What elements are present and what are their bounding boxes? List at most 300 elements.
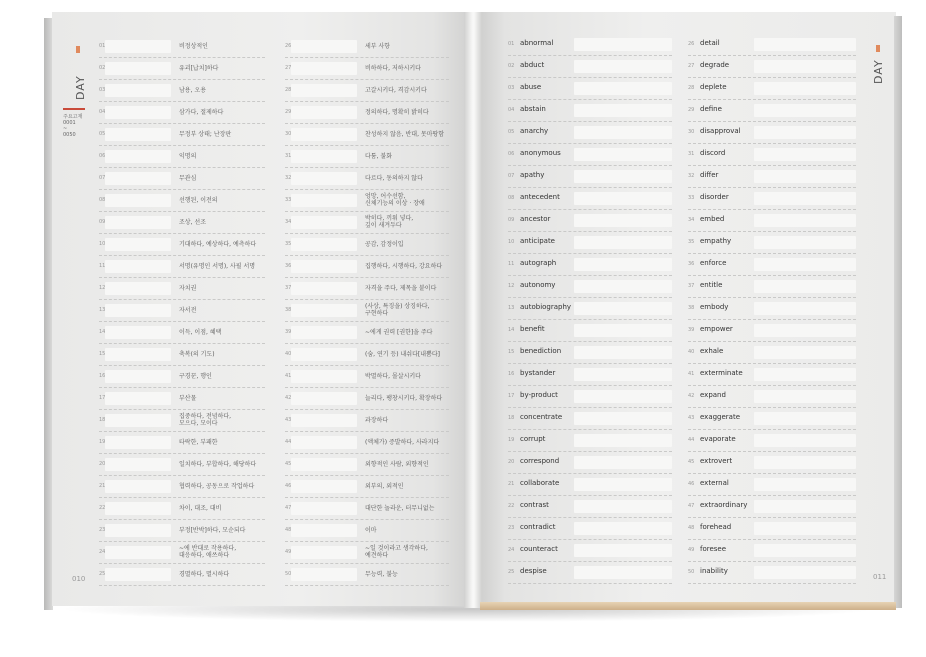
korean-meaning	[179, 439, 218, 446]
english-word: empower	[700, 325, 733, 333]
list-item	[285, 234, 449, 256]
english-word: degrade	[700, 61, 730, 69]
entry-number: 35	[285, 241, 292, 247]
entry-number: 29	[285, 109, 292, 115]
korean-meaning	[365, 241, 404, 248]
answer-blank	[291, 172, 357, 185]
left-column-2	[285, 36, 449, 586]
answer-blank	[574, 170, 672, 183]
korean-meaning	[179, 461, 256, 468]
entry-number: 02	[99, 65, 106, 71]
meaning-line: 부산물	[179, 395, 197, 402]
english-word: deplete	[700, 83, 727, 91]
list-item	[688, 166, 856, 188]
answer-blank	[574, 214, 672, 227]
list-item	[285, 322, 449, 344]
entry-number: 32	[688, 173, 695, 179]
answer-blank	[754, 60, 856, 73]
list-item	[508, 34, 672, 56]
list-item	[285, 36, 449, 58]
entry-number: 41	[285, 373, 292, 379]
entry-number: 04	[508, 107, 515, 113]
list-item	[99, 542, 265, 564]
entry-number: 12	[99, 285, 106, 291]
meaning-line: 익명의	[179, 153, 197, 160]
meaning-line: 선행된, 이전의	[179, 197, 218, 204]
list-item	[508, 166, 672, 188]
entry-number: 40	[285, 351, 292, 357]
entry-number: 38	[285, 307, 292, 313]
english-word: embed	[700, 215, 725, 223]
english-word: abnormal	[520, 39, 554, 47]
meaning-line: 남용, 오용	[179, 87, 206, 94]
entry-number: 08	[508, 195, 515, 201]
answer-blank	[105, 326, 171, 339]
korean-meaning	[179, 571, 229, 578]
korean-meaning	[365, 505, 434, 512]
english-word: autonomy	[520, 281, 556, 289]
answer-blank	[291, 84, 357, 97]
dashed-rule	[285, 585, 449, 586]
list-item	[99, 80, 265, 102]
list-item	[99, 212, 265, 234]
list-item	[508, 452, 672, 474]
entry-number: 36	[285, 263, 292, 269]
meaning-line: 외부의, 외적인	[365, 483, 404, 490]
english-word: benediction	[520, 347, 562, 355]
answer-blank	[754, 82, 856, 95]
list-item	[99, 388, 265, 410]
english-word: correspond	[520, 457, 560, 465]
meaning-line: 고갈시키다, 격감시키다	[365, 87, 427, 94]
entry-number: 24	[99, 549, 106, 555]
list-item	[99, 124, 265, 146]
answer-blank	[574, 38, 672, 51]
answer-blank	[574, 236, 672, 249]
korean-meaning	[179, 373, 212, 380]
entry-number: 33	[285, 197, 292, 203]
entry-number: 17	[99, 395, 106, 401]
right-side-tab	[866, 16, 890, 586]
answer-blank	[754, 192, 856, 205]
list-item	[508, 518, 672, 540]
entry-number: 04	[99, 109, 106, 115]
answer-blank	[574, 566, 672, 579]
korean-meaning	[365, 131, 444, 138]
entry-number: 50	[285, 571, 292, 577]
answer-blank	[291, 568, 357, 581]
list-item	[99, 146, 265, 168]
list-item	[688, 122, 856, 144]
english-word: benefit	[520, 325, 545, 333]
list-item	[508, 364, 672, 386]
answer-blank	[291, 238, 357, 251]
answer-blank	[754, 324, 856, 337]
entry-number: 27	[688, 63, 695, 69]
answer-blank	[754, 346, 856, 359]
list-item	[285, 102, 449, 124]
dashed-rule	[99, 585, 265, 586]
entry-number: 19	[99, 439, 106, 445]
answer-blank	[105, 260, 171, 273]
entry-number: 34	[688, 217, 695, 223]
english-word: contrast	[520, 501, 549, 509]
korean-meaning	[365, 329, 433, 336]
answer-blank	[105, 62, 171, 75]
answer-blank	[574, 148, 672, 161]
entry-number: 40	[688, 349, 695, 355]
right-column-2	[688, 34, 856, 584]
meaning-line: 무정부 상태; 난장판	[179, 131, 232, 138]
meaning-line: 타락한, 부패한	[179, 439, 218, 446]
korean-meaning	[365, 527, 377, 534]
list-item	[508, 562, 672, 584]
entry-number: 12	[508, 283, 515, 289]
entry-number: 44	[688, 437, 695, 443]
meaning-line: 자서전	[179, 307, 197, 314]
english-word: bystander	[520, 369, 556, 377]
meaning-line: 무능력, 불능	[365, 571, 398, 578]
entry-number: 46	[285, 483, 292, 489]
english-word: define	[700, 105, 722, 113]
meaning-line: 외향적인 사람, 외향적인	[365, 461, 429, 468]
answer-blank	[105, 414, 171, 427]
english-word: enforce	[700, 259, 727, 267]
answer-blank	[574, 478, 672, 491]
answer-blank	[105, 194, 171, 207]
answer-blank	[291, 62, 357, 75]
korean-meaning	[179, 109, 223, 116]
answer-blank	[105, 40, 171, 53]
list-item	[285, 410, 449, 432]
korean-meaning	[365, 417, 388, 424]
entry-number: 01	[99, 43, 106, 49]
page-number: 011	[873, 573, 887, 581]
meaning-line: 대응하다, 애쓰하다	[179, 552, 230, 559]
answer-blank	[574, 412, 672, 425]
entry-number: 16	[99, 373, 106, 379]
list-item	[285, 344, 449, 366]
answer-blank	[574, 500, 672, 513]
list-item	[99, 476, 265, 498]
entry-number: 45	[688, 459, 695, 465]
korean-meaning	[179, 175, 196, 182]
entry-number: 09	[508, 217, 515, 223]
list-item	[285, 190, 449, 212]
korean-meaning	[179, 483, 254, 490]
entry-number: 20	[99, 461, 106, 467]
english-word: disapproval	[700, 127, 741, 135]
list-item	[285, 278, 449, 300]
answer-blank	[754, 500, 856, 513]
answer-blank	[105, 524, 171, 537]
entry-number: 39	[285, 329, 292, 335]
list-item	[99, 36, 265, 58]
english-word: anticipate	[520, 237, 555, 245]
english-word: inability	[700, 567, 728, 575]
meaning-line: 자격을 주다, 제목을 붙이다	[365, 285, 437, 292]
answer-blank	[105, 84, 171, 97]
korean-meaning	[365, 571, 398, 578]
list-item	[688, 78, 856, 100]
list-item	[508, 320, 672, 342]
entry-number: 08	[99, 197, 106, 203]
korean-meaning	[179, 545, 236, 559]
list-item	[285, 80, 449, 102]
entry-number: 03	[99, 87, 106, 93]
list-item	[99, 410, 265, 432]
list-item	[99, 322, 265, 344]
meaning-line: 늘리다, 팽창시키다, 확장하다	[365, 395, 443, 402]
entry-number: 45	[285, 461, 292, 467]
answer-blank	[574, 434, 672, 447]
meaning-line: 구경꾼, 행인	[179, 373, 212, 380]
meaning-line: (숨, 연기 등) 내쉬다[내뿜다]	[365, 351, 440, 358]
day-label: DAY	[872, 59, 885, 84]
entry-number: 49	[285, 549, 292, 555]
english-word: anarchy	[520, 127, 549, 135]
answer-blank	[574, 258, 672, 271]
answer-blank	[105, 546, 171, 559]
korean-meaning	[179, 153, 196, 160]
answer-blank	[574, 456, 672, 469]
entry-number: 13	[99, 307, 106, 313]
korean-meaning	[179, 307, 196, 314]
entry-number: 31	[285, 153, 292, 159]
entry-number: 21	[99, 483, 106, 489]
dashed-rule	[688, 583, 856, 584]
entry-number: 05	[99, 131, 106, 137]
answer-blank	[754, 456, 856, 469]
korean-meaning	[179, 263, 255, 270]
entry-number: 28	[285, 87, 292, 93]
entry-number: 22	[99, 505, 106, 511]
korean-meaning	[365, 483, 404, 490]
list-item	[508, 78, 672, 100]
answer-blank	[574, 302, 672, 315]
list-item	[99, 520, 265, 542]
answer-blank	[291, 106, 357, 119]
entry-number: 30	[285, 131, 292, 137]
korean-meaning	[179, 527, 245, 534]
korean-meaning	[365, 263, 442, 270]
right-page-edge	[894, 16, 902, 608]
entry-number: 31	[688, 151, 695, 157]
meaning-line: 구현하다	[365, 310, 389, 317]
entry-number: 18	[99, 417, 106, 423]
list-item	[688, 452, 856, 474]
meaning-line: 박멸하다, 몰살시키다	[365, 373, 421, 380]
entry-number: 34	[285, 219, 292, 225]
answer-blank	[754, 170, 856, 183]
korean-meaning	[365, 43, 390, 50]
answer-blank	[105, 502, 171, 515]
range-tilde: ~	[63, 126, 68, 132]
list-item	[99, 366, 265, 388]
meaning-line: 공감, 감정이입	[365, 241, 404, 248]
right-column-1	[508, 34, 672, 584]
meaning-line: 협력하다, 공동으로 작업하다	[179, 483, 255, 490]
english-word: apathy	[520, 171, 545, 179]
entry-number: 28	[688, 85, 695, 91]
list-item	[688, 276, 856, 298]
answer-blank	[105, 348, 171, 361]
list-item	[285, 388, 449, 410]
answer-blank	[574, 390, 672, 403]
meaning-line: ~에게 권력 [권한]을 주다	[365, 329, 433, 336]
english-word: detail	[700, 39, 720, 47]
entry-number: 38	[688, 305, 695, 311]
meaning-line: 부정[반박]하다, 모순되다	[179, 527, 246, 534]
answer-blank	[105, 238, 171, 251]
entry-number: 09	[99, 219, 106, 225]
meaning-line: 정의하다, 명확히 밝히다	[365, 109, 429, 116]
list-item	[285, 212, 449, 234]
answer-blank	[754, 280, 856, 293]
entry-number: 46	[688, 481, 695, 487]
answer-blank	[105, 216, 171, 229]
list-item	[508, 386, 672, 408]
list-item	[688, 562, 856, 584]
english-word: empathy	[700, 237, 732, 245]
range-start: 0001	[63, 120, 76, 126]
entry-number: 23	[99, 527, 106, 533]
list-item	[508, 232, 672, 254]
entry-number: 47	[285, 505, 292, 511]
answer-blank	[291, 458, 357, 471]
answer-blank	[105, 458, 171, 471]
entry-number: 42	[285, 395, 292, 401]
list-item	[99, 58, 265, 80]
answer-blank	[291, 326, 357, 339]
english-word: discord	[700, 149, 726, 157]
meaning-line: 유괴[납치]하다	[179, 65, 219, 72]
list-item	[688, 540, 856, 562]
entry-number: 39	[688, 327, 695, 333]
meaning-line: 예견하다	[365, 552, 389, 559]
entry-number: 10	[99, 241, 106, 247]
entry-number: 07	[508, 173, 515, 179]
english-word: concentrate	[520, 413, 563, 421]
list-item	[285, 146, 449, 168]
meaning-line: 이마	[365, 527, 377, 534]
entry-number: 14	[99, 329, 106, 335]
english-word: expand	[700, 391, 726, 399]
english-word: autograph	[520, 259, 557, 267]
answer-blank	[105, 370, 171, 383]
list-item	[688, 254, 856, 276]
entry-number: 11	[99, 263, 106, 269]
list-item	[688, 34, 856, 56]
list-item	[688, 518, 856, 540]
answer-blank	[291, 546, 357, 559]
list-item	[285, 564, 449, 586]
korean-meaning	[179, 241, 256, 248]
entry-number: 01	[508, 41, 515, 47]
answer-blank	[574, 346, 672, 359]
entry-number: 37	[285, 285, 292, 291]
meaning-line: 다르다, 동의하지 않다	[365, 175, 423, 182]
meaning-line: 이득, 이점, 혜택	[179, 329, 222, 336]
entry-number: 44	[285, 439, 292, 445]
day-number-mark	[876, 45, 880, 52]
list-item	[688, 342, 856, 364]
entry-number: 26	[285, 43, 292, 49]
korean-meaning	[365, 285, 436, 292]
list-item	[508, 100, 672, 122]
entry-number: 06	[99, 153, 106, 159]
korean-meaning	[179, 87, 206, 94]
entry-number: 21	[508, 481, 515, 487]
entry-number: 30	[688, 129, 695, 135]
entry-number: 26	[688, 41, 695, 47]
korean-meaning	[179, 505, 221, 512]
meaning-line: 차이, 대조, 대비	[179, 505, 222, 512]
answer-blank	[754, 302, 856, 315]
answer-blank	[754, 148, 856, 161]
list-item	[508, 188, 672, 210]
korean-meaning	[179, 219, 206, 226]
korean-meaning	[365, 65, 421, 72]
answer-blank	[291, 282, 357, 295]
list-item	[508, 408, 672, 430]
entry-number: 14	[508, 327, 515, 333]
korean-meaning	[179, 197, 218, 204]
answer-blank	[574, 280, 672, 293]
list-item	[99, 432, 265, 454]
dashed-rule	[508, 583, 672, 584]
korean-meaning	[365, 395, 442, 402]
answer-blank	[105, 128, 171, 141]
english-word: abuse	[520, 83, 542, 91]
list-item	[508, 342, 672, 364]
english-word: collaborate	[520, 479, 560, 487]
answer-blank	[291, 392, 357, 405]
entry-number: 36	[688, 261, 695, 267]
entry-number: 11	[508, 261, 515, 267]
meaning-line: 조상, 선조	[179, 219, 206, 226]
answer-blank	[291, 370, 357, 383]
list-item	[285, 454, 449, 476]
answer-blank	[291, 436, 357, 449]
entry-number: 16	[508, 371, 515, 377]
entry-number: 02	[508, 63, 515, 69]
answer-blank	[291, 194, 357, 207]
korean-meaning	[365, 303, 429, 317]
answer-blank	[291, 348, 357, 361]
meaning-line: 대단한 놀라운, 터무니없는	[365, 505, 435, 512]
entry-number: 43	[688, 415, 695, 421]
english-word: extrovert	[700, 457, 733, 465]
cover-edge	[480, 602, 896, 610]
english-word: exhale	[700, 347, 724, 355]
book-gutter	[464, 12, 482, 608]
korean-meaning	[179, 285, 196, 292]
entry-number: 18	[508, 415, 515, 421]
entry-number: 24	[508, 547, 515, 553]
answer-blank	[754, 236, 856, 249]
list-item	[285, 520, 449, 542]
answer-blank	[754, 544, 856, 557]
english-word: antecedent	[520, 193, 560, 201]
entry-number: 15	[508, 349, 515, 355]
korean-meaning	[179, 43, 208, 50]
answer-blank	[574, 82, 672, 95]
answer-blank	[291, 40, 357, 53]
answer-blank	[291, 150, 357, 163]
meaning-line: 축복(의 기도)	[179, 351, 215, 358]
meaning-line: (사상, 특징을) 상징하다,	[365, 303, 430, 310]
